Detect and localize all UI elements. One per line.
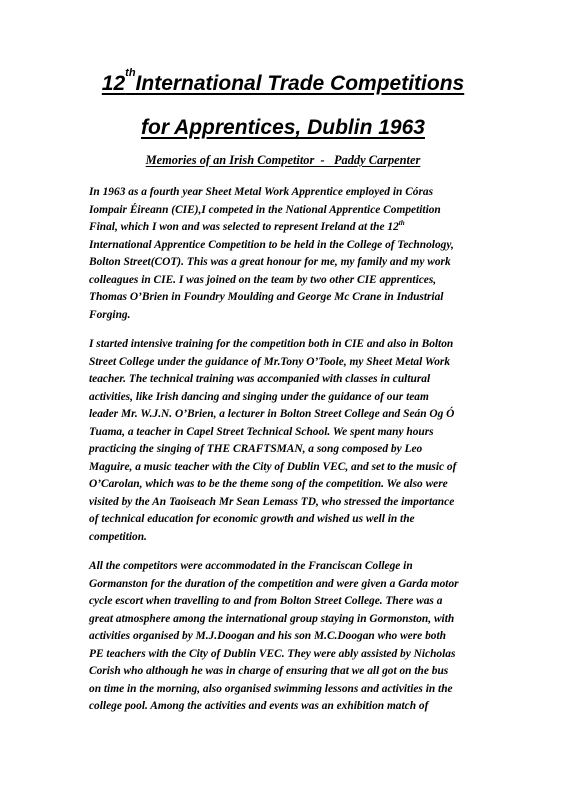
paragraph-line: competition.: [89, 530, 147, 543]
paragraph-line: Iompair Éireann (CIE),I competed in the National Apprentice Competition: [89, 203, 441, 216]
paragraph-line: Corish who although he was in charge of ensuring that we all got on the bus: [89, 665, 449, 677]
paragraph-line: PE teachers with the City of Dublin VEC. They were ably assisted by Nicholas: [89, 647, 456, 660]
paragraph-line: In 1963 as a fourth year Sheet Metal Work Apprentice employed in Córas: [89, 186, 434, 198]
paragraph-line: cycle escort when travelling to and from Bolton Street College. There was a: [89, 595, 443, 607]
paragraph-line: of technical education for economic growth and wished us well in the: [89, 513, 415, 525]
title-main-text: International Trade Competitions: [135, 72, 465, 95]
paragraph-2: [89, 336, 529, 546]
document-title-line-1: [0, 67, 566, 96]
paragraph-line: I started intensive training for the competition both in CIE and also in Bolton: [89, 338, 454, 350]
paragraph-1: [89, 184, 529, 324]
paragraph-line: college pool. Among the activities and events was an exhibition match of: [89, 700, 429, 712]
paragraph-line: practicing the singing of THE CRAFTSMAN, a song composed by Leo: [89, 443, 423, 455]
paragraph-line: leader Mr. W.J.N. O’Brien, a lecturer in Bolton Street College and Seán Og Ó: [89, 408, 455, 420]
paragraph-line: Tuama, a teacher in Capel Street Technical School. We spent many hours: [89, 425, 434, 438]
paragraph-line: teacher. The technical training was accompanied with classes in cultural: [89, 373, 431, 385]
paragraph-line: colleagues in CIE. I was joined on the team by two other CIE apprentices,: [89, 273, 437, 286]
paragraph-line: great atmosphere among the international group staying in Gormonston, with: [89, 612, 455, 625]
paragraph-line: Gormanston for the duration of the competition and were given a Garda motor: [89, 577, 459, 590]
paragraph-line: [89, 219, 529, 237]
paragraph-line: International Apprentice Competition to be held in the College of Technology,: [89, 238, 454, 251]
document-subtitle: Memories of an Irish Competitor - Paddy Carpenter: [145, 153, 421, 167]
paragraph-line: O’Carolan, which was to be the theme song of the competition. We also were: [89, 478, 448, 490]
paragraph-line: All the competitors were accommodated in the Franciscan College in: [89, 560, 413, 572]
document-title-line-2: for Apprentices, Dublin 1963: [141, 116, 425, 139]
paragraph-line: activities, like Irish dancing and singing under the guidance of our team: [89, 390, 429, 403]
paragraph-line: Thomas O’Brien in Foundry Moulding and George Mc Crane in Industrial: [89, 291, 444, 303]
ordinal-suffix: th: [398, 219, 405, 227]
title-ordinal: 12: [101, 72, 126, 95]
paragraph-line: activities organised by M.J.Doogan and his son M.C.Doogan who were both: [89, 630, 446, 642]
paragraph-line: Street College under the guidance of Mr.Tony O’Toole, my Sheet Metal Work: [89, 355, 451, 368]
paragraph-line-text: Final, which I won and was selected to represent Ireland at the 12: [89, 221, 399, 233]
document-body: [89, 184, 529, 728]
paragraph-line: Bolton Street(COT). This was a great honour for me, my family and my work: [89, 256, 451, 268]
paragraph-line: Maguire, a music teacher with the City of Dublin VEC, and set to the music of: [89, 460, 457, 473]
paragraph-line: Forging.: [89, 308, 131, 321]
paragraph-3: [89, 558, 529, 716]
paragraph-line: visited by the An Taoiseach Mr Sean Lemass TD, who stressed the importance: [89, 495, 455, 508]
paragraph-line: on time in the morning, also organised swimming lessons and activities in the: [89, 682, 453, 695]
title-ordinal-suffix: th: [125, 67, 136, 79]
